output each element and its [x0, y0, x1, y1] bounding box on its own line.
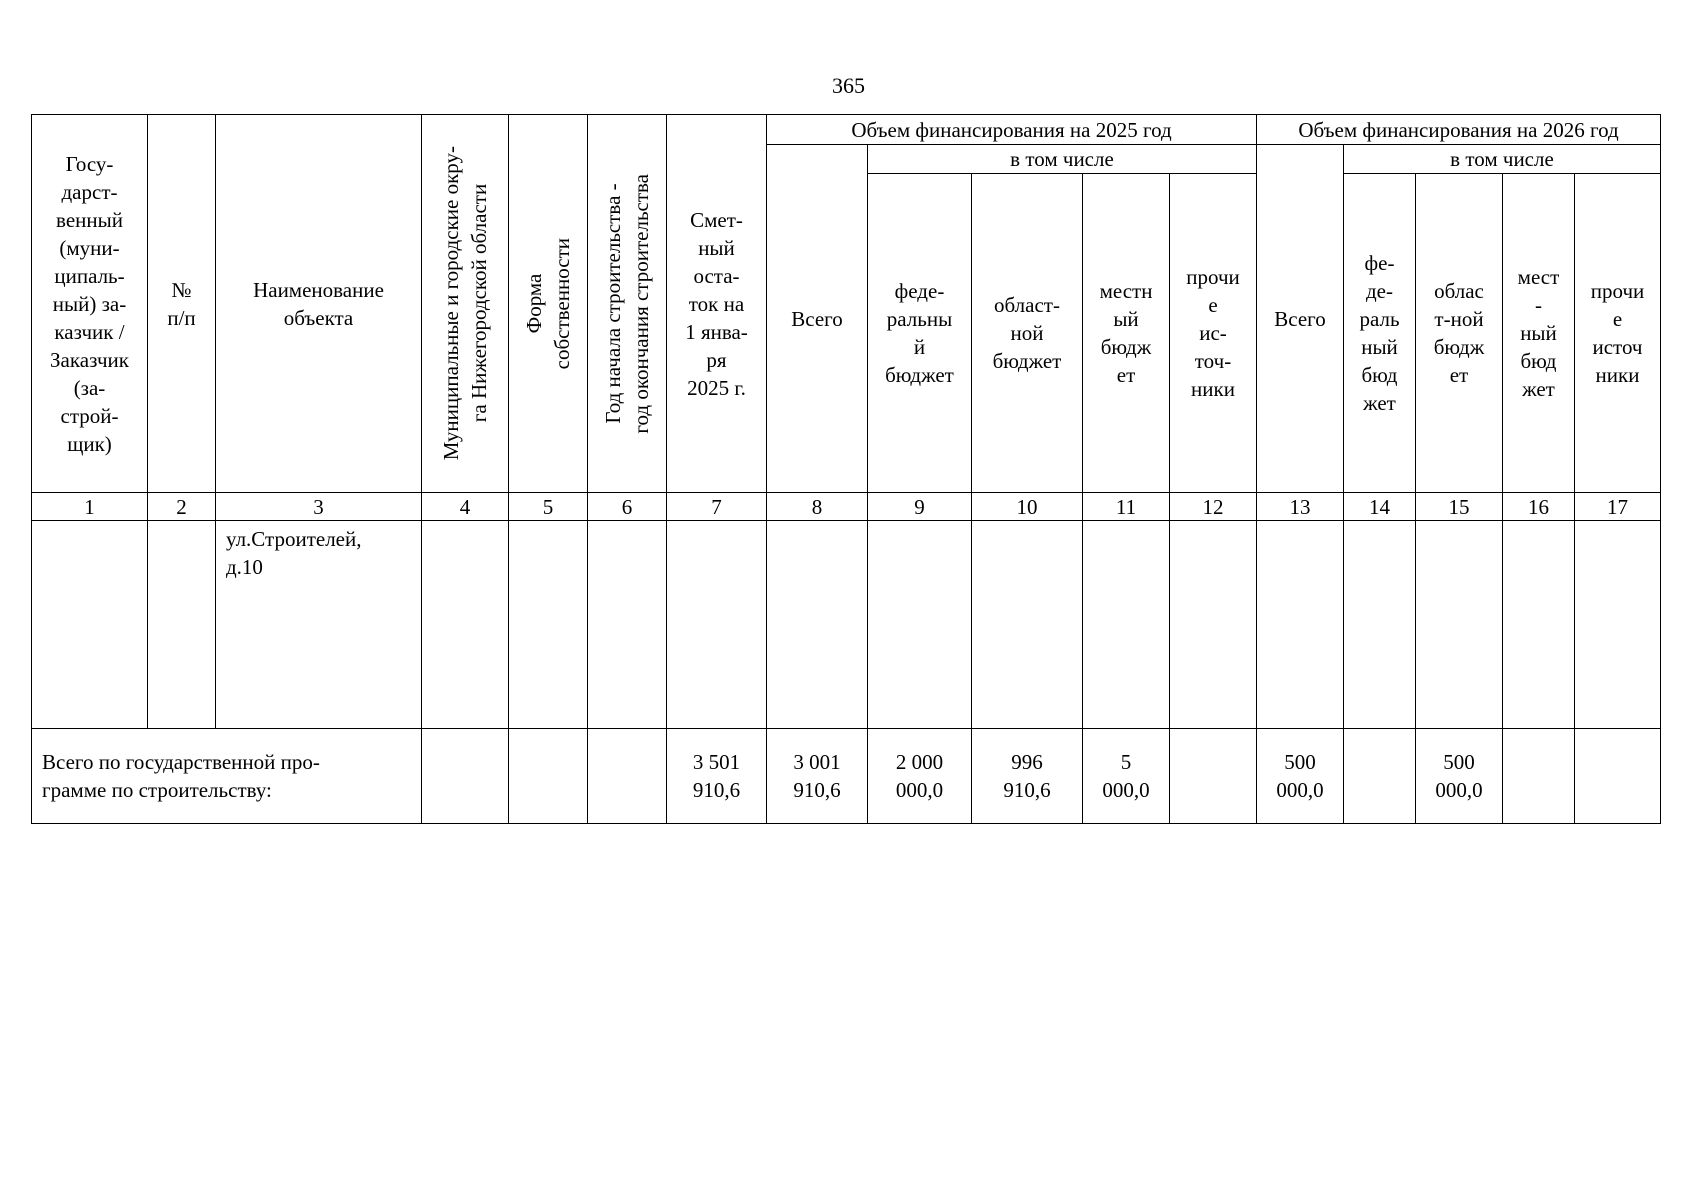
header-2026-including: в том числе	[1344, 145, 1661, 174]
table-cell	[588, 729, 667, 824]
total-2025-local: 5 000,0	[1083, 729, 1170, 824]
header-2025-regional: област- ной бюджет	[972, 174, 1083, 493]
table-cell	[972, 521, 1083, 729]
total-2025-other	[1170, 729, 1257, 824]
column-number: 15	[1416, 493, 1503, 521]
financing-table	[31, 114, 1661, 824]
column-number: 16	[1503, 493, 1575, 521]
table-cell	[868, 521, 972, 729]
header-2026-local: мест - ный бюд жет	[1503, 174, 1575, 493]
total-2026-other	[1575, 729, 1661, 824]
table-cell	[1083, 521, 1170, 729]
table-cell	[1257, 521, 1344, 729]
header-municipal-districts	[422, 115, 509, 493]
header-ownership-form	[509, 115, 588, 493]
header-2026-total: Всего	[1257, 145, 1344, 493]
column-number: 12	[1170, 493, 1257, 521]
column-number: 10	[972, 493, 1083, 521]
header-financing-2025: Объем финансирования на 2025 год	[767, 115, 1257, 145]
table-cell	[1170, 521, 1257, 729]
column-number: 8	[767, 493, 868, 521]
table-cell	[422, 729, 509, 824]
column-number: 3	[216, 493, 422, 521]
column-number: 17	[1575, 493, 1661, 521]
column-number: 2	[148, 493, 216, 521]
column-number: 13	[1257, 493, 1344, 521]
table-cell	[1344, 521, 1416, 729]
column-number: 4	[422, 493, 509, 521]
table-cell	[509, 729, 588, 824]
total-label: Всего по государственной про- грамме по строительству:	[32, 729, 422, 824]
header-construction-years	[588, 115, 667, 493]
header-financing-2026: Объем финансирования на 2026 год	[1257, 115, 1661, 145]
header-number: № п/п	[148, 115, 216, 493]
total-2025-all: 3 001 910,6	[767, 729, 868, 824]
header-2025-total: Всего	[767, 145, 868, 493]
header-object-name: Наименование объекта	[216, 115, 422, 493]
total-2026-regional: 500 000,0	[1416, 729, 1503, 824]
header-construction-years-text: Год начала строительства - год окончания строительства	[601, 173, 653, 434]
total-2026-federal	[1344, 729, 1416, 824]
header-2026-regional: облас т-ной бюдж ет	[1416, 174, 1503, 493]
total-2026-local	[1503, 729, 1575, 824]
header-2025-including: в том числе	[868, 145, 1257, 174]
object-name-cell: ул.Строителей, д.10	[216, 521, 422, 729]
header-2026-federal: фе- де- раль ный бюд жет	[1344, 174, 1416, 493]
total-2026-all: 500 000,0	[1257, 729, 1344, 824]
column-number: 9	[868, 493, 972, 521]
column-number: 1	[32, 493, 148, 521]
header-2025-other: прочи е ис- точ- ники	[1170, 174, 1257, 493]
page-number: 365	[832, 73, 865, 98]
column-number: 7	[667, 493, 767, 521]
table-cell	[1503, 521, 1575, 729]
total-2025-regional: 996 910,6	[972, 729, 1083, 824]
header-2025-local: местн ый бюдж ет	[1083, 174, 1170, 493]
table-cell	[422, 521, 509, 729]
total-2025-federal: 2 000 000,0	[868, 729, 972, 824]
header-2025-federal: феде- ральны й бюджет	[868, 174, 972, 493]
table-cell	[767, 521, 868, 729]
header-estimated-balance: Смет- ный оста- ток на 1 янва- ря 2025 г.	[667, 115, 767, 493]
table-cell	[32, 521, 148, 729]
header-municipal-districts-text: Муниципальные и городские окру- га Нижегородской области	[439, 146, 491, 461]
column-number: 5	[509, 493, 588, 521]
table-cell	[1575, 521, 1661, 729]
table-cell	[667, 521, 767, 729]
column-number: 6	[588, 493, 667, 521]
table-cell	[588, 521, 667, 729]
table-cell	[1416, 521, 1503, 729]
column-number: 14	[1344, 493, 1416, 521]
table-cell	[148, 521, 216, 729]
header-ownership-form-text: Форма собственности	[522, 237, 574, 370]
table-cell	[509, 521, 588, 729]
header-2026-other: прочи е источ ники	[1575, 174, 1661, 493]
total-estimated-balance: 3 501 910,6	[667, 729, 767, 824]
header-customer: Госу- дарст- венный (муни- ципаль- ный) за- казчик / Заказчик (за- строй- щик)	[32, 115, 148, 493]
column-number: 11	[1083, 493, 1170, 521]
